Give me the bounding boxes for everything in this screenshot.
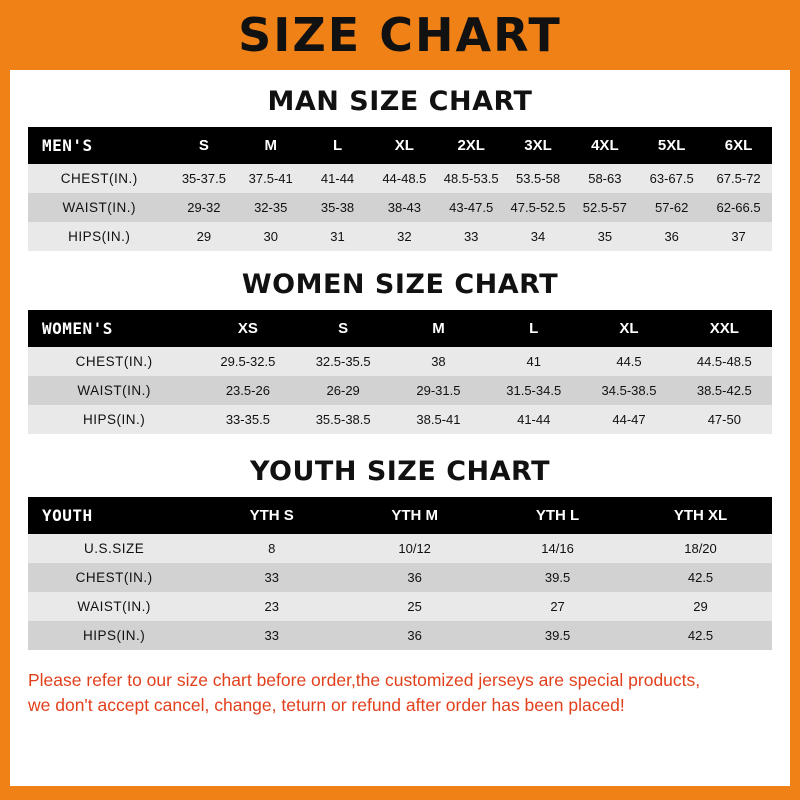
table-row	[28, 193, 772, 222]
page-banner	[0, 0, 800, 70]
cell: 62-66.5	[716, 200, 761, 215]
cell: 52.5-57	[582, 200, 627, 215]
page-title: SIZE CHART	[238, 8, 562, 62]
cell: 44.5-48.5	[696, 354, 752, 369]
cell: 47-50	[707, 412, 741, 427]
cell: 48.5-53.5	[443, 171, 499, 186]
col-header-6xl: 6XL	[724, 137, 753, 154]
col-header-yth-m: YTH M	[391, 507, 438, 524]
cell: 53.5-58	[515, 171, 561, 186]
row-label-waist: WAIST(IN.)	[62, 200, 136, 215]
cell: 35	[597, 229, 613, 244]
row-label-us-size: U.S.SIZE	[84, 541, 145, 556]
row-label-hips: HIPS(IN.)	[82, 412, 146, 427]
notice-line-2: we don't accept cancel, change, teturn or refund after order has been placed!	[28, 694, 625, 715]
cell: 10/12	[398, 541, 431, 556]
col-header-youth: YOUTH	[42, 506, 93, 525]
cell: 8	[268, 541, 276, 556]
cell: 14/16	[541, 541, 574, 556]
youth-size-table	[28, 497, 772, 650]
row-label-chest: CHEST(IN.)	[75, 570, 153, 585]
row-label-hips: HIPS(IN.)	[83, 628, 146, 643]
row-label-chest: CHEST(IN.)	[75, 354, 153, 369]
row-label-waist: WAIST(IN.)	[77, 383, 151, 398]
row-label-hips: HIPS(IN.)	[68, 229, 131, 244]
col-header-m: M	[264, 137, 277, 154]
cell: 47.5-52.5	[510, 200, 566, 215]
cell: 57-62	[655, 200, 689, 215]
table-row	[28, 621, 772, 650]
cell: 33	[463, 229, 479, 244]
cell: 26-29	[326, 383, 360, 398]
order-notice	[28, 668, 772, 717]
cell: 39.5	[544, 570, 571, 585]
cell: 58-63	[588, 171, 622, 186]
col-header-men: MEN'S	[42, 136, 93, 155]
table-row	[28, 164, 772, 193]
col-header-s: S	[338, 320, 349, 337]
table-row	[28, 592, 772, 621]
cell: 42.5	[687, 570, 714, 585]
cell: 23.5-26	[225, 383, 270, 398]
cell: 33	[264, 628, 279, 643]
table-row	[28, 376, 772, 405]
cell: 44-47	[612, 412, 646, 427]
col-header-xs: XS	[237, 320, 258, 337]
table-row	[28, 534, 772, 563]
cell: 18/20	[684, 541, 717, 556]
cell: 36	[407, 628, 422, 643]
col-header-yth-l: YTH L	[535, 507, 580, 524]
cell: 38.5-42.5	[696, 383, 752, 398]
cell: 37	[731, 229, 746, 244]
cell: 38	[431, 354, 446, 369]
col-header-s: S	[198, 137, 209, 154]
col-header-l: L	[529, 320, 539, 337]
cell: 41-44	[517, 412, 551, 427]
cell: 39.5	[544, 628, 571, 643]
table-row	[28, 222, 772, 251]
cell: 32-35	[254, 200, 288, 215]
table-row	[28, 347, 772, 376]
notice-line-1: Please refer to our size chart before order,the customized jerseys are special products,	[28, 670, 701, 690]
table-row	[28, 563, 772, 592]
cell: 25	[407, 599, 422, 614]
cell: 29	[196, 229, 212, 244]
cell: 38-43	[387, 200, 421, 215]
col-header-xl: XL	[394, 137, 414, 154]
cell: 29-31.5	[416, 383, 461, 398]
cell: 34.5-38.5	[601, 383, 657, 398]
cell: 43-47.5	[449, 200, 494, 215]
cell: 30	[263, 229, 278, 244]
man-section-title: MAN SIZE CHART	[267, 86, 533, 117]
cell: 32	[397, 229, 412, 244]
col-header-xxl: XXL	[709, 320, 739, 337]
col-header-xl: XL	[619, 320, 639, 337]
content-area	[10, 86, 790, 717]
cell: 23	[264, 599, 279, 614]
cell: 38.5-41	[416, 412, 461, 427]
cell: 34	[530, 229, 546, 244]
cell: 36	[664, 229, 679, 244]
women-section-title: WOMEN SIZE CHART	[241, 269, 559, 300]
cell: 42.5	[687, 628, 714, 643]
cell: 29	[693, 599, 708, 614]
man-size-table	[28, 127, 772, 251]
col-header-2xl: 2XL	[457, 137, 485, 154]
row-label-waist: WAIST(IN.)	[77, 599, 151, 614]
cell: 36	[407, 570, 422, 585]
cell: 29.5-32.5	[220, 354, 276, 369]
cell: 31	[330, 229, 345, 244]
cell: 29-32	[187, 200, 221, 215]
women-size-table	[28, 310, 772, 434]
cell: 31.5-34.5	[506, 383, 562, 398]
table-header-row	[28, 310, 772, 347]
col-header-m: M	[432, 320, 445, 337]
table-header-row	[28, 497, 772, 534]
col-header-yth-xl: YTH XL	[673, 507, 728, 524]
col-header-4xl: 4XL	[591, 137, 619, 154]
cell: 41-44	[320, 171, 355, 186]
table-header-row	[28, 127, 772, 164]
cell: 67.5-72	[716, 171, 761, 186]
cell: 33-35.5	[225, 412, 270, 427]
cell: 33	[264, 570, 279, 585]
cell: 37.5-41	[248, 171, 293, 186]
col-header-yth-s: YTH S	[249, 507, 294, 524]
row-label-chest: CHEST(IN.)	[60, 171, 138, 186]
cell: 32.5-35.5	[315, 354, 371, 369]
cell: 35-37.5	[181, 171, 226, 186]
col-header-5xl: 5XL	[657, 137, 686, 154]
cell: 27	[550, 599, 565, 614]
footer-bar	[0, 786, 800, 800]
col-header-3xl: 3XL	[524, 137, 552, 154]
cell: 35.5-38.5	[315, 412, 371, 427]
youth-section-title: YOUTH SIZE CHART	[249, 456, 551, 487]
cell: 63-67.5	[649, 171, 694, 186]
cell: 35-38	[320, 200, 355, 215]
cell: 41	[526, 354, 541, 369]
col-header-l: L	[332, 137, 343, 154]
cell: 44-48.5	[382, 171, 427, 186]
cell: 44.5	[616, 354, 642, 369]
col-header-womens: WOMEN'S	[42, 319, 113, 338]
table-row	[28, 405, 772, 434]
